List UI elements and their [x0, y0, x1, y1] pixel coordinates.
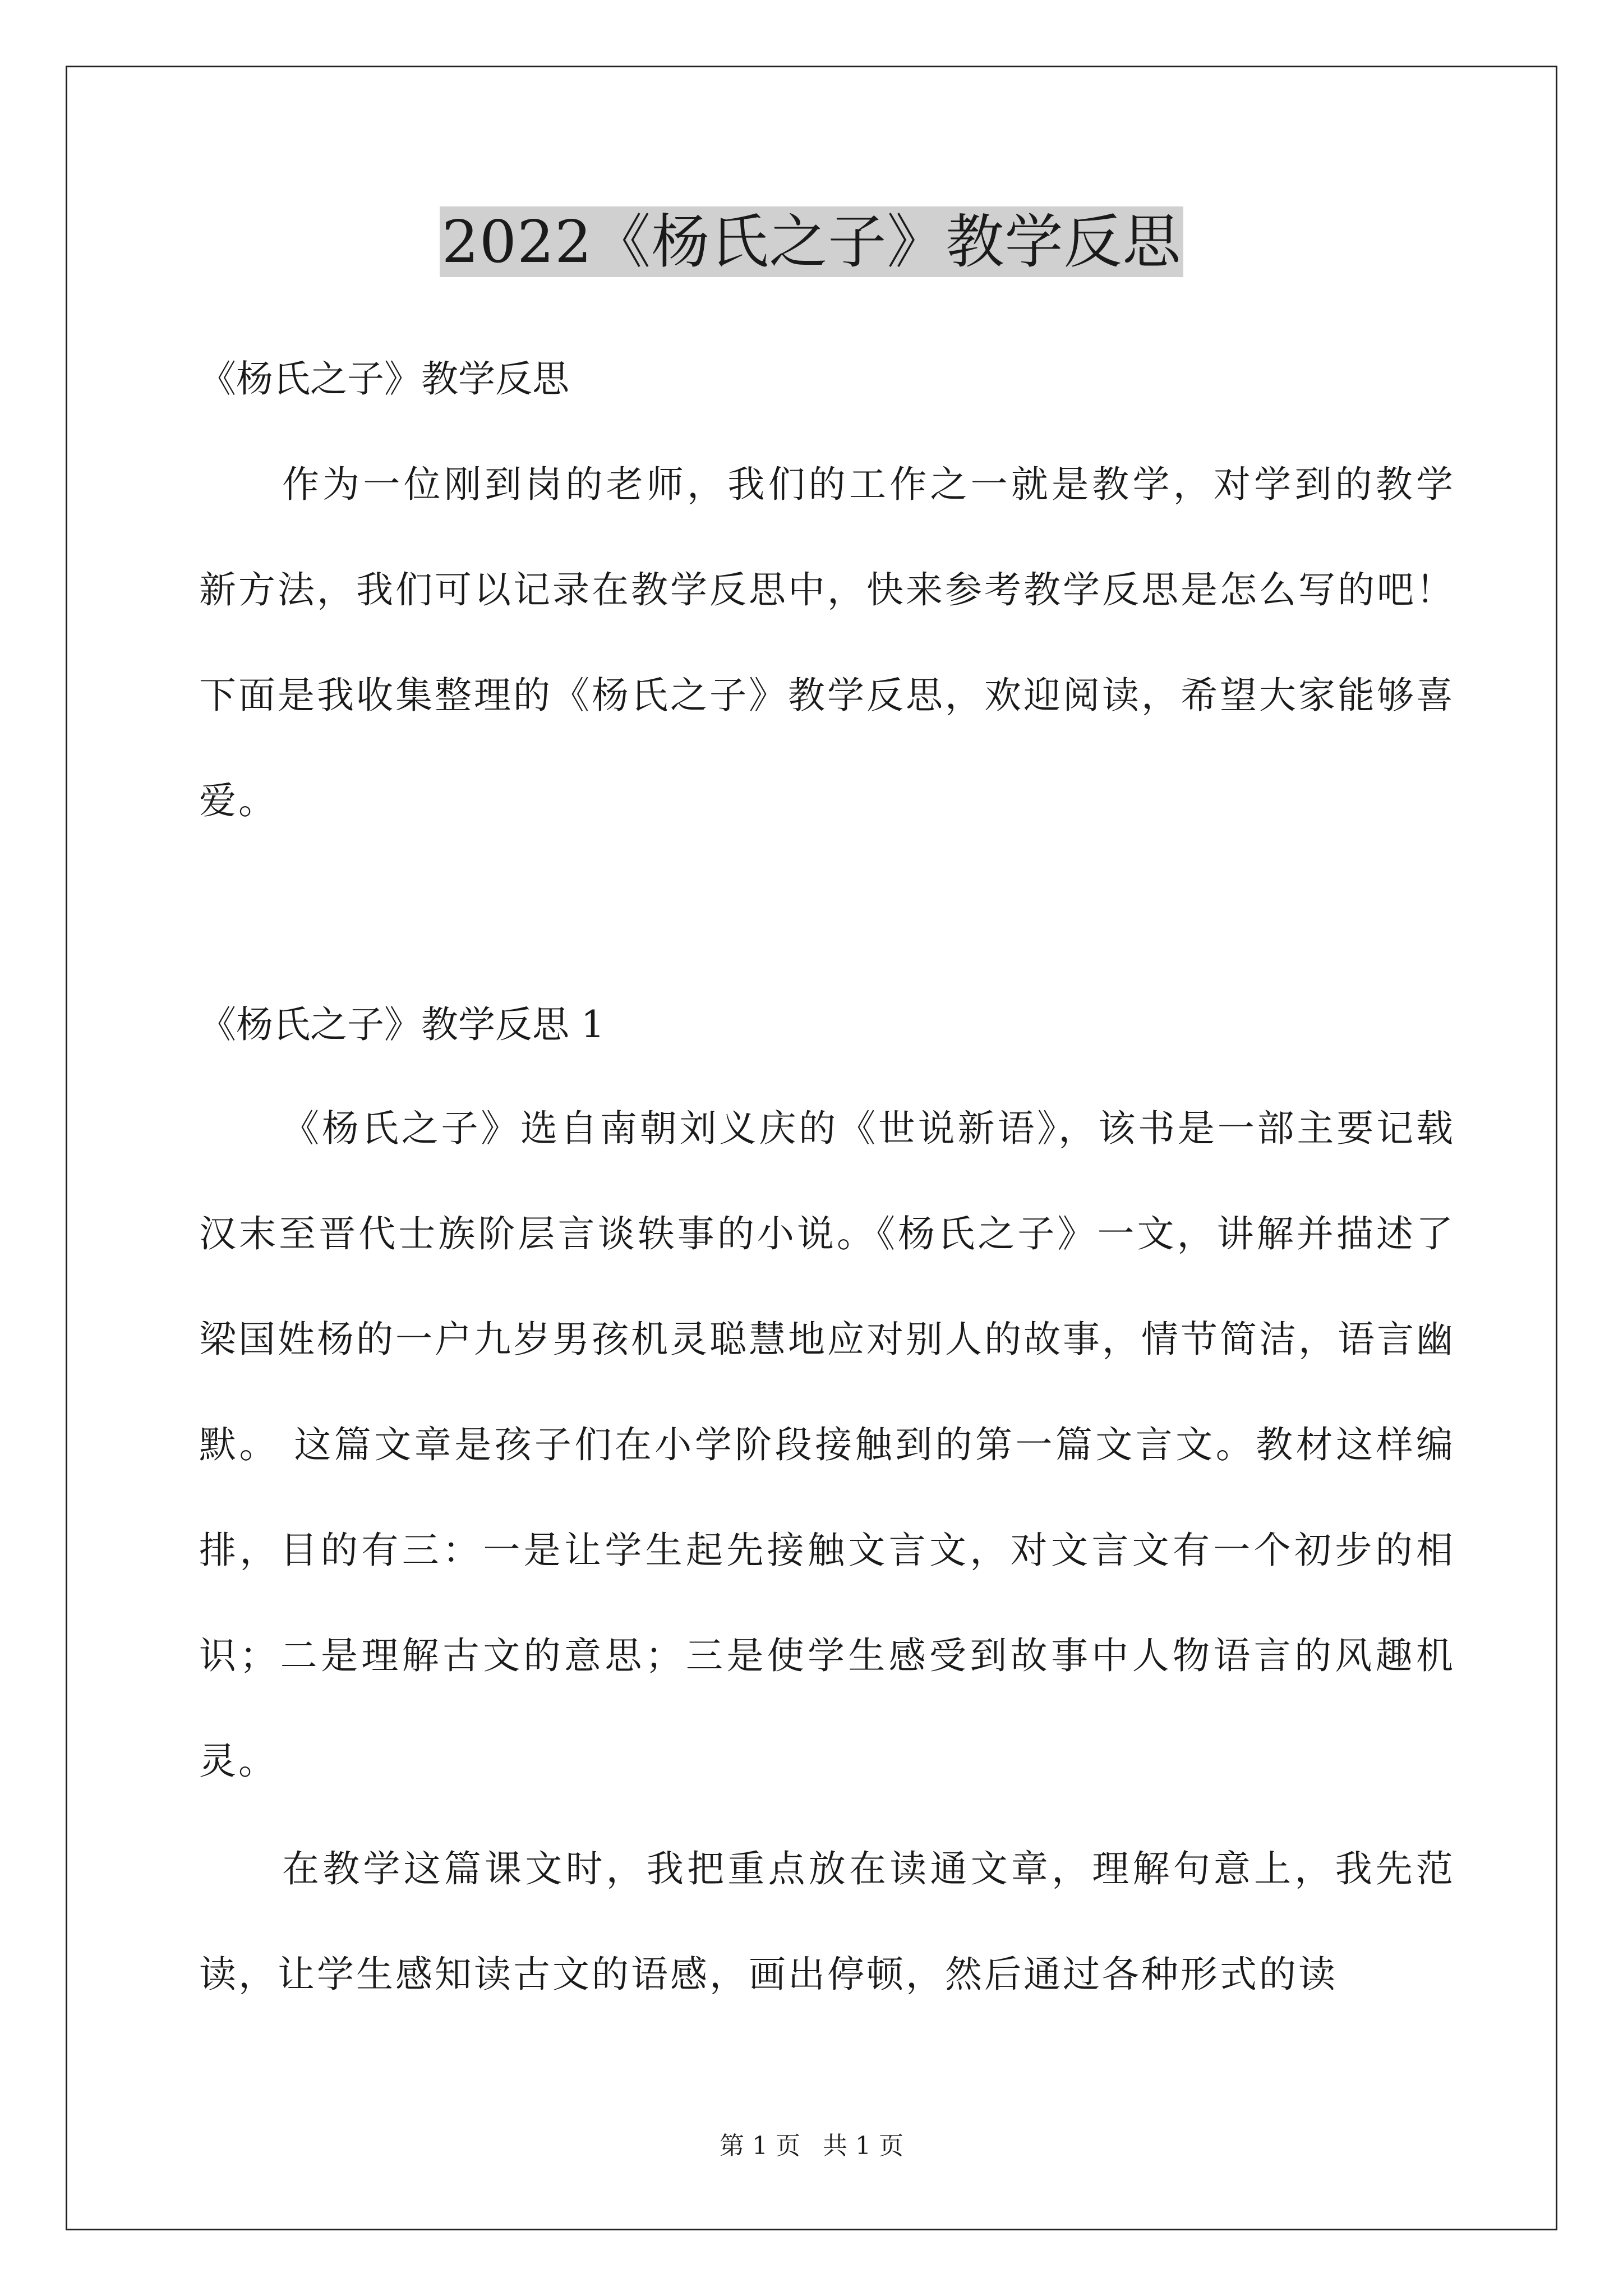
intro-heading: 《杨氏之子》教学反思 — [199, 357, 569, 401]
intro-paragraph: 作为一位刚到岗的老师，我们的工作之一就是教学，对学到的教学新方法，我们可以记录在教学反思中，快来参考教学反思是怎么写的吧！下面是我收集整理的《杨氏之子》教学反思，欢迎阅读，希望大家能够喜爱。 — [199, 463, 1455, 822]
section1-paragraph-2: 在教学这篇课文时，我把重点放在读通文章，理解句意上，我先范读，让学生感知读古文的语感，画出停顿，然后通过各种形式的读 — [199, 1847, 1455, 1996]
section1-paragraph1-block — [199, 1076, 1455, 1814]
section1-heading: 《杨氏之子》教学反思 1 — [199, 1003, 605, 1046]
page-footer — [0, 2131, 1623, 2162]
section1-paragraph2-block — [199, 1816, 1455, 2027]
page-number-total: 共 1 页 — [823, 2132, 903, 2160]
intro-heading-block — [199, 357, 1455, 402]
page-number-current: 第 1 页 — [720, 2132, 800, 2160]
document-title: 2022《杨氏之子》教学反思 — [440, 206, 1184, 277]
title-container — [0, 206, 1623, 277]
section1-heading-block — [199, 1002, 1455, 1047]
section1-paragraph-1: 《杨氏之子》选自南朝刘义庆的《世说新语》，该书是一部主要记载汉末至晋代士族阶层言谈轶事的小说。《杨氏之子》一文，讲解并描述了梁国姓杨的一户九岁男孩机灵聪慧地应对别人的故事，情节简洁，语言幽默。 这篇文章是孩子们在小学阶段接触到的第一篇文言文。教材这样编排，目的有三：一是让学生起先接触文言文，对文言文有一个初步的相识；二是理解古文的意思；三是使学生感受到故事中人物语言的风趣机灵。 — [199, 1107, 1455, 1783]
intro-paragraph-block — [199, 432, 1455, 854]
